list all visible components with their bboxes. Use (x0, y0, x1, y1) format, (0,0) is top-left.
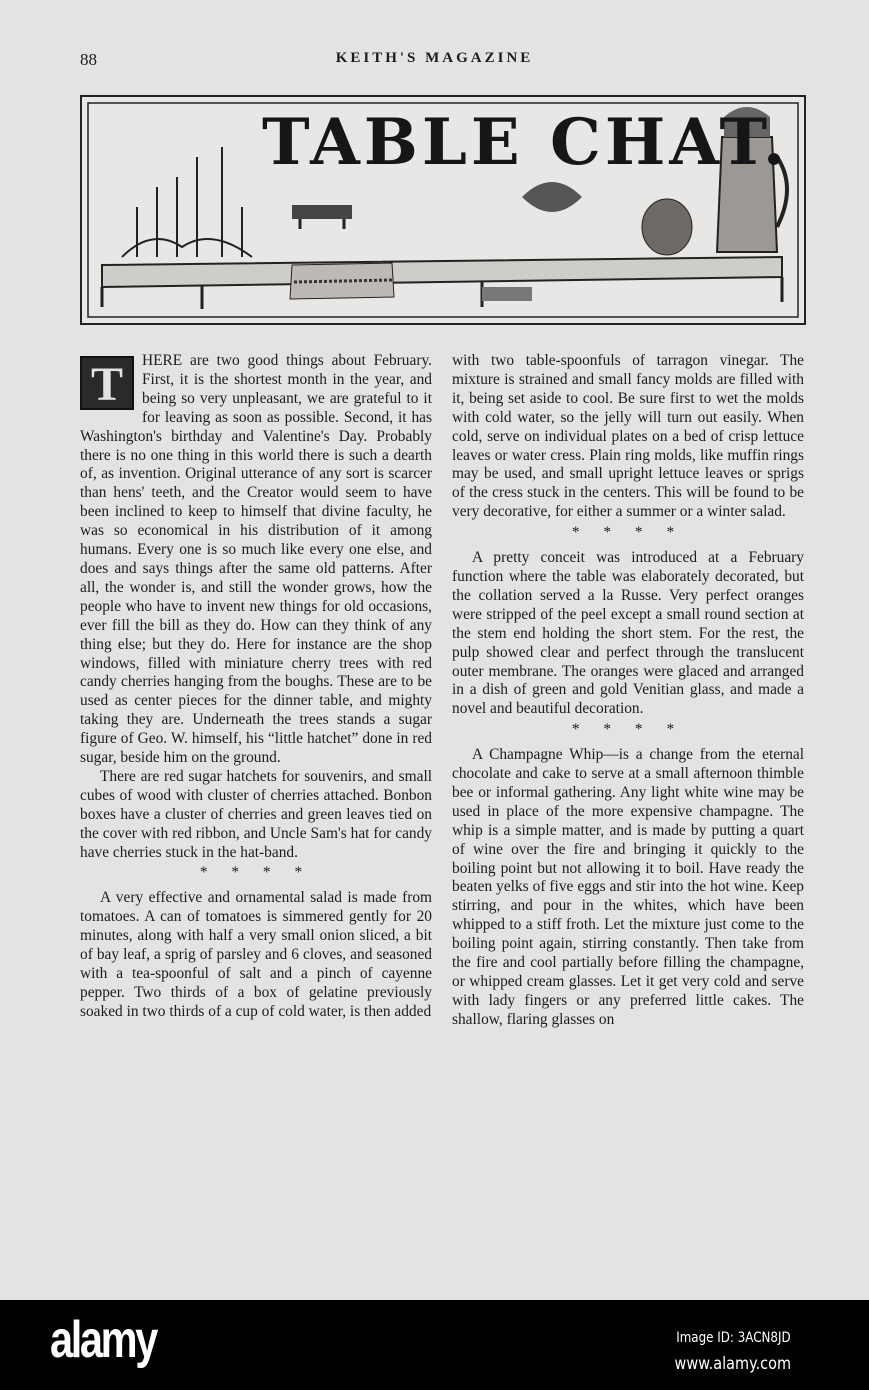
table-chat-banner (80, 95, 806, 325)
running-title: KEITH'S MAGAZINE (335, 50, 534, 66)
drop-cap: T (80, 356, 134, 410)
paragraph: HERE are two good things about February. First, it is the shortest month in the year, and being so very unpleasant, we are grateful to it for leaving as soon as possible. Second, it has Washington's birthday and Valentine's Day. Probably there is no one thing in this world there is such a dearth of, as invention. Original utterance of any sort is scarcer than hens' teeth, and the Creator would seem to have been inclined to keep to himself that divine faculty, he was so economical in his distribution of it among humans. Every one is so much like every one else, and does and says things after the same old patterns. After all, the wonder is, and still the wonder grows, how the people who have to invent new things for old occasions, ever fill the bill as they do. How can they think of any thing else; but they do. Here for instance are the shop windows, filled with miniature cherry trees with red candy cherries hanging from the boughs. These are to be used as center pieces for the dinner table, and mighty taking they are. Underneath the trees stands a sugar figure of Geo. W. himself, his “little hatchet” done in red sugar, beside him on the ground. (80, 352, 432, 767)
paragraph: A Champagne Whip—is a change from the eternal chocolate and cake to serve at a small afternoon thimble bee or informal gathering. Any light white wine may be used in place of the more expensive champagne. The whip is a simple matter, and is made by putting a quart of wine over the fire and bringing it quickly to the boiling point but not allowing it to boil. Have ready the beaten yelks of five eggs and stir into the hot wine. Keep stirring, and pour in the whites, which have been whipped to a stiff froth. Let the mixture just come to the boiling point again, stirring constantly. Then take from the fire and cool partially before filling the champagne, or whipped cream glasses. Let it get very cold and serve with lady fingers or any preferred little cakes. The shallow, flaring glasses on (452, 746, 804, 1028)
article-column-right (452, 352, 804, 1030)
paragraph: with two table-spoonfuls of tarragon vinegar. The mixture is strained and small fancy molds are filled with it, being set aside to cool. Be sure first to wet the molds with cold water, so the jelly will turn out easily. When cold, serve on individual plates on a bed of crisp lettuce leaves or water cress. Plain ring molds, like muffin rings may be used, and small upright lettuce leaves or sprigs of the cress stuck in the centers. This will be found to be very decorative, for either a summer or a winter salad. (452, 352, 804, 521)
page-number: 88 (80, 50, 97, 69)
banner-title: TABLE CHAT. (262, 105, 790, 180)
section-separator: * * * * (571, 721, 685, 739)
watermark-bar (0, 1300, 869, 1390)
paragraph: A very effective and ornamental salad is made from tomatoes. A can of tomatoes is simmered gently for 20 minutes, along with half a very small onion sliced, a bit of bay leaf, a sprig of parsley and 6 cloves, and seasoned with a tea-spoonful of salt and a pinch of cayenne pepper. Two thirds of a box of gelatine previously soaked in two thirds of a cup of cold water, is then added (80, 889, 432, 1020)
section-separator: * * * * (571, 524, 685, 542)
section-separator: * * * * (199, 864, 313, 882)
image-id: Image ID: 3ACN8JD (676, 1330, 791, 1346)
article-column-left (80, 352, 432, 1022)
watermark-url: www.alamy.com (674, 1354, 791, 1374)
paragraph: There are red sugar hatchets for souvenirs, and small cubes of wood with cluster of cherries attached. Bonbon boxes have a cluster of cherries and green leaves tied on the cover with red ribbon, and Uncle Sam's hat for candy have cherries stuck in the hat-band. (80, 767, 432, 861)
alamy-logo: alamy (50, 1311, 156, 1369)
paragraph: A pretty conceit was introduced at a February function where the table was elaborately decorated, but the collation served a la Russe. Very perfect oranges were stripped of the peel except a small round section at the stem end holding the short stem. For the rest, the pulp showed clear and perfect through the translucent outer membrane. The oranges were glaced and arranged in a dish of green and gold Venitian glass, and made a novel and beautiful decoration. (452, 549, 804, 718)
